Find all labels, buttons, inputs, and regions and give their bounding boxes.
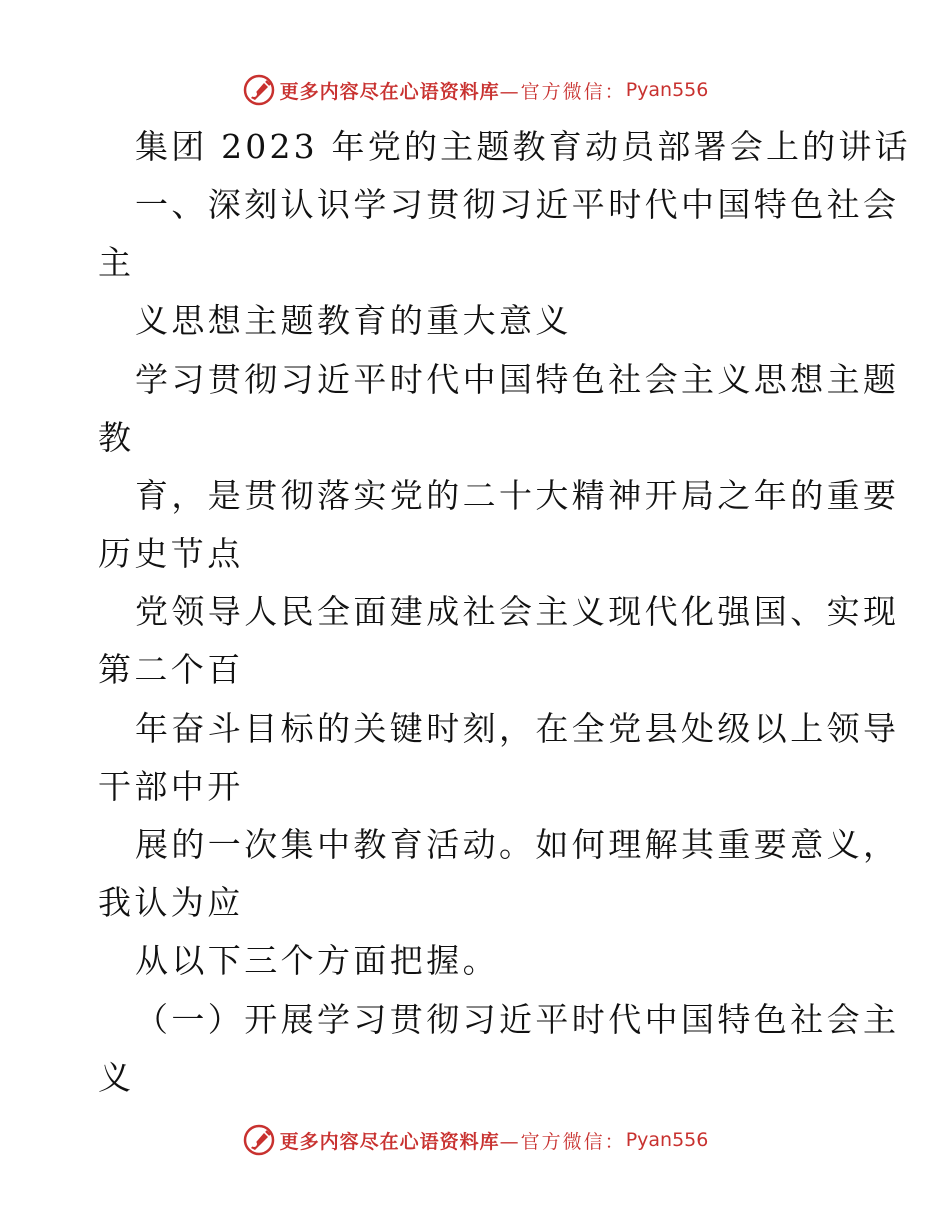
- paragraph-line: 党领导人民全面建成社会主义现代化强国、实现: [135, 592, 900, 631]
- watermark-separator-text: —官方微信：: [499, 80, 626, 103]
- fountain-pen-logo-icon: [242, 73, 276, 107]
- paragraph-line: 育，是贯彻落实党的二十大精神开局之年的重要: [135, 476, 900, 515]
- paragraph-line: 义思想主题教育的重大意义: [135, 301, 572, 340]
- paragraph-line: 我认为应: [98, 883, 244, 922]
- paragraph-line: 干部中开: [98, 767, 244, 806]
- document-title: 集团 2023 年党的主题教育动员部署会上的讲话: [135, 127, 911, 166]
- paragraph-line: 历史节点: [98, 534, 244, 573]
- paragraph-line: （一）开展学习贯彻习近平时代中国特色社会主: [135, 1000, 900, 1039]
- paragraph-line: 教: [98, 418, 135, 457]
- watermark-wechat-id: Pyan556: [625, 1129, 709, 1151]
- paragraph-line: 学习贯彻习近平时代中国特色社会主义思想主题: [135, 360, 900, 399]
- footer-watermark: [0, 1120, 950, 1160]
- paragraph-line: 展的一次集中教育活动。如何理解其重要意义，: [135, 825, 900, 864]
- header-watermark: [0, 70, 950, 110]
- watermark-wechat-id: Pyan556: [625, 79, 709, 101]
- paragraph-line: 年奋斗目标的关键时刻，在全党县处级以上领导: [135, 709, 900, 748]
- paragraph-line: 第二个百: [98, 650, 244, 689]
- paragraph-line: 一、深刻认识学习贯彻习近平时代中国特色社会: [135, 185, 900, 224]
- watermark-main-text: 更多内容尽在心语资料库: [279, 80, 500, 103]
- paragraph-line: 义: [98, 1058, 135, 1097]
- watermark-separator-text: —官方微信：: [499, 1130, 626, 1153]
- paragraph-line: 主: [98, 243, 135, 282]
- watermark-main-text: 更多内容尽在心语资料库: [279, 1130, 500, 1153]
- fountain-pen-logo-icon: [242, 1123, 276, 1157]
- paragraph-line: 从以下三个方面把握。: [135, 941, 499, 980]
